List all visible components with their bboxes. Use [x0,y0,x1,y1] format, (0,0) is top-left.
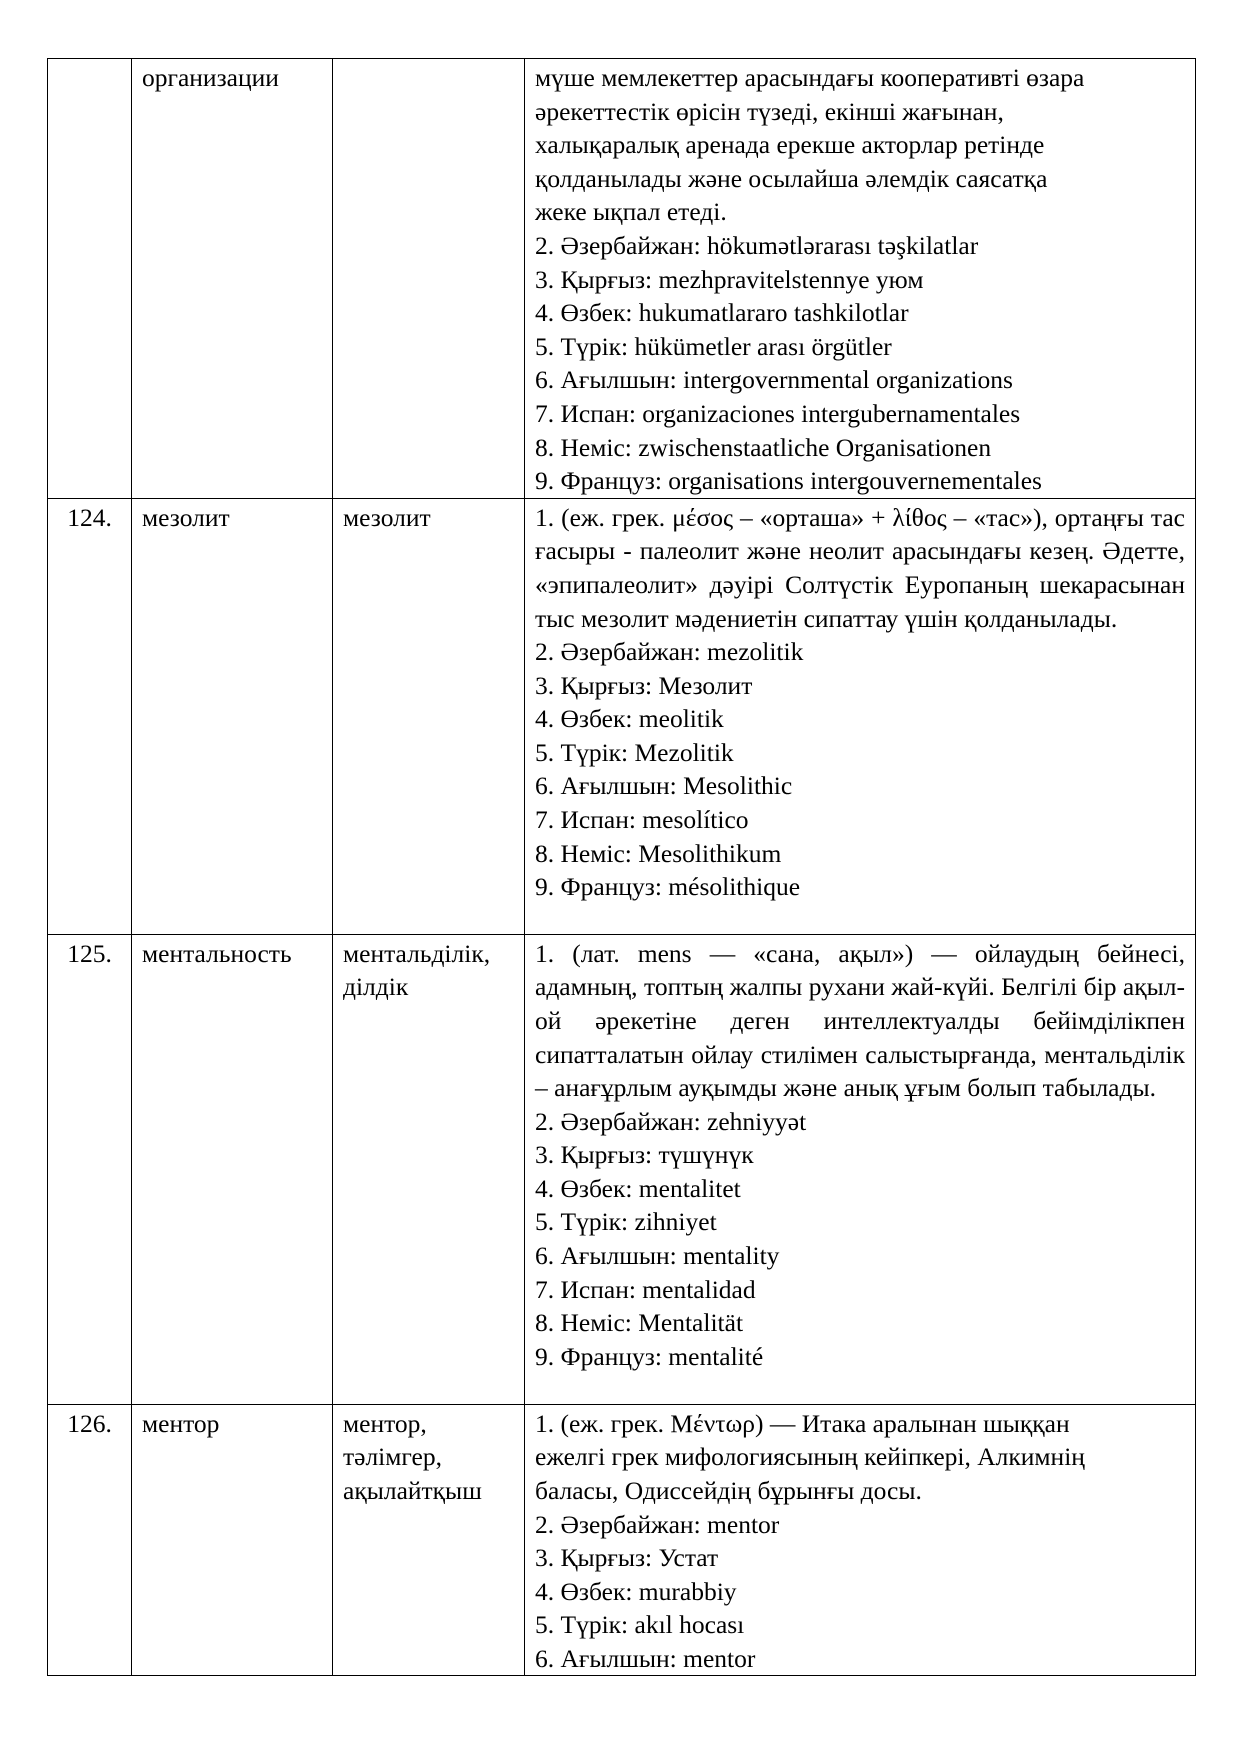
translation-line: 4. Өзбек: meolitik [535,704,724,734]
translation-line: 7. Испан: organizaciones intergubernamentales [535,398,1021,428]
russian-term: ментор [132,1404,333,1676]
entry-number: 124. [48,498,132,934]
russian-term: ментальность [132,934,333,1404]
translation-line: 5. Түрік: akıl hocası [535,1610,745,1640]
translation-line: 3. Қырғыз: түшүнүк [535,1140,754,1170]
translation-line: 2. Әзербайжан: mentor [535,1509,780,1539]
table-row [48,59,1196,499]
translation-line: 5. Түрік: zihniyet [535,1207,717,1237]
definition-line: қолданылады және осылайша әлемдік саясатқа [535,163,1048,193]
translation-line: 6. Ағылшын: mentor [535,1643,756,1673]
entry-number [48,59,132,499]
translation-line: 2. Әзербайжан: hökumətlərarası təşkilatlar [535,230,979,260]
definition-line: баласы, Одиссейдің бұрынғы досы. [535,1475,922,1505]
translation-line: 3. Қырғыз: Мезолит [535,670,753,700]
definition-line: мүше мемлекеттер арасындағы кооперативті өзара [535,63,1085,92]
kazakh-term: мезолит [333,498,525,934]
kazakh-term: ментор, тәлімгер, ақылайтқыш [333,1404,525,1676]
translation-line: 8. Неміс: Mesolithikum [535,838,782,868]
kazakh-term [333,59,525,499]
table-row [48,934,1196,1404]
translation-line: 3. Қырғыз: Устат [535,1543,719,1573]
translation-line: 5. Түрік: hükümetler arası örgütler [535,331,892,361]
definition-line: жеке ықпал етеді. [535,197,727,227]
translation-line: 9. Француз: organisations intergouvernementales [535,466,1042,496]
definition-cell [525,934,1196,1404]
translation-line: 9. Француз: mentalité [535,1341,764,1371]
translation-line: 6. Ағылшын: Mesolithic [535,771,793,801]
definition-line: халықаралық аренада ерекше акторлар ретінде [535,130,1045,160]
translation-line: 4. Өзбек: hukumatlararo tashkilotlar [535,298,909,328]
definition-cell [525,498,1196,934]
definition-cell [525,1404,1196,1676]
kazakh-term: ментальділік, ділдік [333,934,525,1404]
translation-line: 7. Испан: mentalidad [535,1274,756,1304]
translation-line: 6. Ағылшын: intergovernmental organizations [535,365,1013,395]
glossary-table [47,58,1196,1676]
table-row [48,1404,1196,1676]
entry-number: 125. [48,934,132,1404]
table-row [48,498,1196,934]
translation-line: 8. Неміс: Mentalität [535,1308,744,1338]
definition-text: 1. (лат. mens — «сана, ақыл») — ойлаудың бейнесі, адамның, топтың жалпы рухани жай-күйі. Белгілі бір ақыл-ой әрекетіне деген интеллектуалды бейімділікпен сипатталатын ойлау стилімен салыстырғанда, ментальділік – анағұрлым ауқымды және анық ұғым болып табылады. [535,938,1185,1103]
translation-line: 7. Испан: mesolítico [535,805,749,835]
translation-line: 3. Қырғыз: mezhpravitelstennye уюм [535,264,924,294]
translation-line: 9. Француз: mésolithique [535,872,801,902]
russian-term: организации [132,59,333,499]
definition-line: ежелгі грек мифологиясының кейіпкері, Алкимнің [535,1442,1085,1472]
translation-line: 4. Өзбек: mentalitet [535,1173,741,1203]
definition-text: 1. (еж. грек. μέσος – «орташа» + λίθος – «тас»), ортаңғы тас ғасыры - палеолит және неолит арасындағы кезең. Әдетте, «эпипалеолит» дәуірі Солтүстік Еуропаның шекарасынан тыс мезолит мәдениетін сипаттау үшін қолданылады. [535,502,1185,633]
translation-line: 5. Түрік: Mezolitik [535,737,734,767]
translation-line: 2. Әзербайжан: zehniyyət [535,1106,807,1136]
definition-line: әрекеттестік өрісін түзеді, екінші жағынан, [535,96,1004,126]
translation-line: 8. Неміс: zwischenstaatliche Organisationen [535,432,992,462]
definition-cell [525,59,1196,499]
russian-term: мезолит [132,498,333,934]
entry-number: 126. [48,1404,132,1676]
translation-line: 4. Өзбек: murabbiy [535,1576,737,1606]
translation-line: 6. Ағылшын: mentality [535,1241,780,1271]
translation-line: 2. Әзербайжан: mezolitik [535,637,804,667]
definition-line: 1. (еж. грек. Μέντωρ) — Итака аралынан шыққан [535,1408,1070,1438]
